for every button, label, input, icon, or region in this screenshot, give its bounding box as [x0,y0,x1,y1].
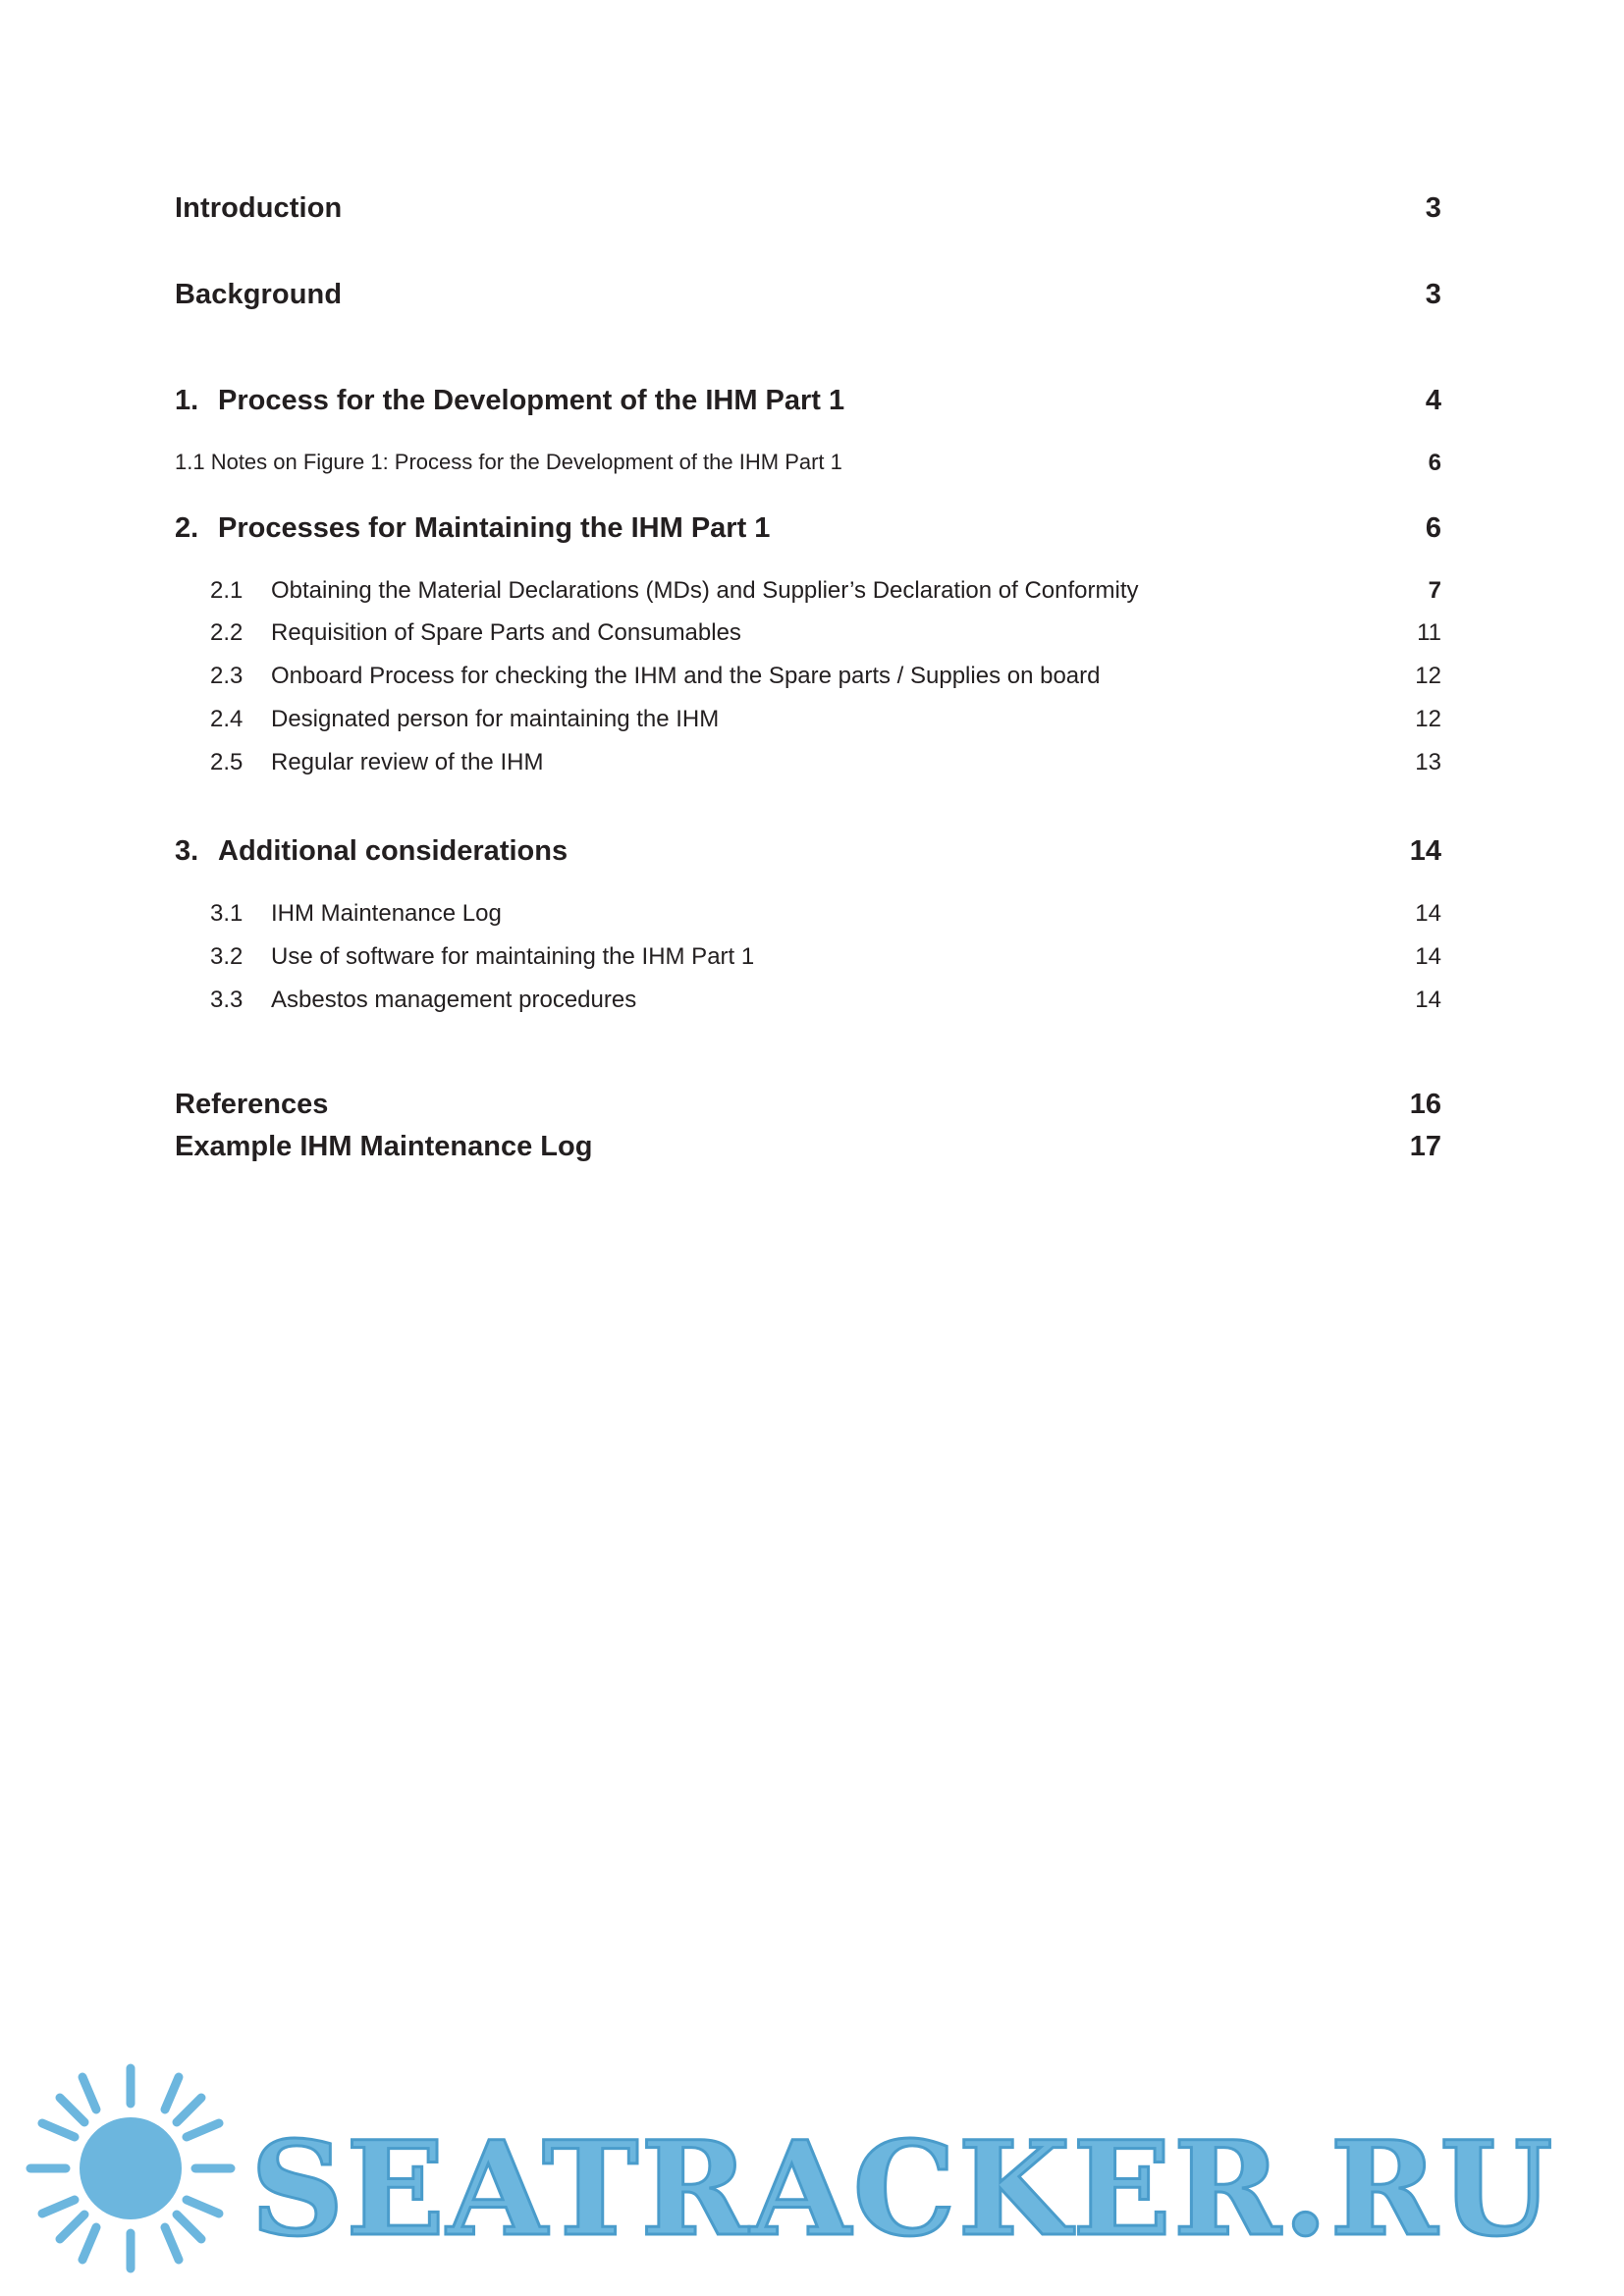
toc-entry-number: 2. [175,511,199,544]
toc-entry-number: 1. [175,385,199,416]
watermark-text: SEATRACKER.RU [250,2113,1555,2266]
toc-entry-number: 2.3 [210,663,244,690]
toc-entry-label: IHM Maintenance Log [271,900,502,928]
toc-entry-chapter-3[interactable] [175,835,1441,868]
toc-entry-label: Example IHM Maintenance Log [175,1131,593,1163]
toc-entry-page: 7 [1428,576,1441,604]
toc-entry-example-log[interactable] [175,1131,1441,1163]
toc-entry-label: Background [175,279,343,310]
toc-entry-page: 6 [1425,511,1441,544]
toc-entry-introduction[interactable] [175,192,1441,225]
toc-entry-label: Onboard Process for checking the IHM and the Spare parts / Supplies on board [271,663,1101,690]
toc-entry-number: 3.3 [210,986,244,1013]
toc-entry-label: Additional considerations [218,835,568,868]
toc-entry-section-2-1[interactable] [175,576,1441,607]
toc-entry-label: References [175,1089,329,1121]
toc-entry-page: 14 [1415,943,1441,971]
toc-entry-number: 2.1 [210,576,244,604]
sunrise-icon [18,2053,244,2278]
toc-entry-label: Requisition of Spare Parts and Consumables [271,619,741,647]
toc-entry-label: Process for the Development of the IHM Part 1 [218,385,845,416]
toc-entry-section-3-1[interactable] [175,899,1441,930]
toc-entry-page: 16 [1409,1089,1441,1121]
toc-entry-label: Regular review of the IHM [271,748,544,775]
toc-entry-label: Use of software for maintaining the IHM Part 1 [271,943,755,971]
toc-entry-chapter-2[interactable] [175,512,1441,545]
toc-entry-page: 6 [1428,450,1441,476]
toc-entry-page: 13 [1415,748,1441,775]
toc-entry-section-2-4[interactable] [175,705,1441,735]
toc-entry-label: Processes for Maintaining the IHM Part 1 [218,511,771,544]
toc-entry-number: 2.4 [210,705,244,732]
toc-entry-label: Obtaining the Material Declarations (MDs) and Supplier’s Declaration of Conformity [271,576,1139,604]
toc-entry-page: 12 [1415,663,1441,690]
toc-entry-page: 3 [1425,279,1441,310]
toc-entry-label: 1.1 Notes on Figure 1: Process for the Development of the IHM Part 1 [175,450,842,474]
toc-entry-label: Introduction [175,192,343,224]
toc-entry-number: 3.2 [210,943,244,971]
toc-entry-section-2-3[interactable] [175,662,1441,692]
toc-entry-page: 3 [1425,192,1441,224]
toc-entry-page: 4 [1425,385,1441,416]
toc-entry-number: 3.1 [210,900,244,928]
toc-entry-page: 14 [1409,835,1441,868]
toc-entry-label: Designated person for maintaining the IHM [271,705,720,732]
toc-entry-number: 2.5 [210,748,244,775]
toc-entry-section-3-2[interactable] [175,942,1441,973]
toc-entry-page: 17 [1409,1131,1441,1163]
toc-entry-section-3-3[interactable] [175,986,1441,1016]
toc-entry-section-2-2[interactable] [175,618,1441,649]
toc-entry-chapter-1[interactable] [175,385,1441,417]
toc-entry-page: 12 [1415,705,1441,732]
toc-entry-page: 14 [1415,986,1441,1013]
toc-entry-page: 11 [1417,619,1441,647]
toc-entry-references[interactable] [175,1089,1441,1121]
toc-entry-background[interactable] [175,279,1441,311]
toc-entry-page: 14 [1415,900,1441,928]
watermark [0,1972,1624,2296]
toc-entry-section-1-1[interactable] [175,449,1441,479]
table-of-contents [175,192,1441,1173]
toc-entry-number: 3. [175,835,199,868]
toc-entry-label: Asbestos management procedures [271,986,637,1013]
toc-entry-section-2-5[interactable] [175,748,1441,778]
toc-entry-number: 2.2 [210,619,244,647]
